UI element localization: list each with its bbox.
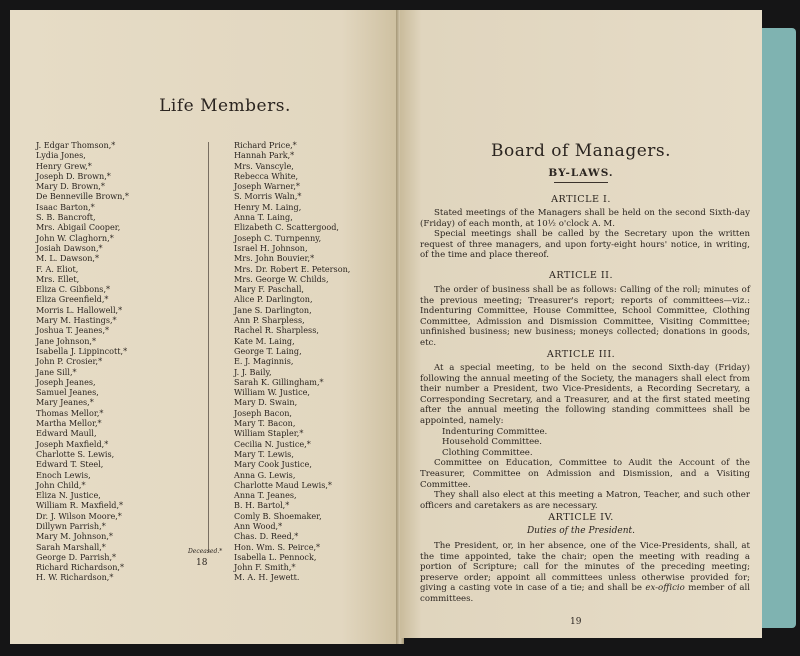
- member-name: Dillywn Parrish,*: [36, 520, 106, 531]
- committee-clothing: Clothing Committee.: [442, 447, 533, 458]
- member-name: Morris L. Hallowell,*: [36, 304, 123, 315]
- column-divider: [208, 142, 209, 552]
- member-name: William W. Justice,: [234, 387, 311, 398]
- article-2-para-1: The order of business shall be as follows: Calling of the roll; minutes of the previous meeting; Treasurer's report; reports of committees—viz.: Indenturing Committee, House Committee, School Committee, Clothing Committee, Admission and Dismission Committee, Visiting Committee; unfinished business; new business; moneys collected; donations in goods, etc.: [420, 285, 750, 348]
- page-number-right: 19: [570, 617, 582, 627]
- member-name: Comly B. Shoemaker,: [234, 510, 322, 521]
- member-name: Isaac Barton,*: [36, 201, 95, 212]
- member-name: Mary Cook Justice,: [234, 459, 312, 470]
- member-name: M. L. Dawson,*: [36, 253, 100, 264]
- member-name: Mary D. Brown,*: [36, 181, 105, 192]
- member-name: Kate M. Laing,: [234, 335, 295, 346]
- member-name: Joshua T. Jeanes,*: [36, 325, 110, 336]
- member-name: Eliza Greenfield,*: [36, 294, 109, 305]
- member-name: S. Morris Waln,*: [234, 191, 302, 202]
- member-name: John Child,*: [36, 479, 86, 490]
- member-name: Joseph Warner,*: [234, 181, 300, 192]
- article-4-para-1: [420, 541, 750, 605]
- member-name: Alice P. Darlington,: [234, 294, 313, 305]
- member-name: Anna T. Jeanes,: [234, 490, 297, 501]
- member-name: Martha Mellor,*: [36, 418, 102, 429]
- member-name: De Benneville Brown,*: [36, 191, 129, 202]
- member-name: William R. Maxfield,*: [36, 500, 124, 511]
- right-page: [400, 10, 762, 638]
- member-name: Henry Grew,*: [36, 160, 92, 171]
- member-name: Mrs. George W. Childs,: [234, 273, 329, 284]
- heading-rule: [554, 182, 608, 183]
- member-name: Thomas Mellor,*: [36, 407, 104, 418]
- member-name: Joseph Maxfield,*: [36, 438, 109, 449]
- member-name: Mrs. Dr. Robert E. Peterson,: [234, 263, 351, 274]
- page-number-left: 18: [196, 558, 208, 568]
- member-name: Joseph C. Turnpenny,: [234, 232, 322, 243]
- member-name: M. A. H. Jewett.: [234, 572, 300, 583]
- member-name: Cecilia N. Justice,*: [234, 438, 311, 449]
- member-name: Lydia Jones,: [36, 150, 86, 161]
- member-name: Charlotte S. Lewis,: [36, 448, 115, 459]
- member-name: Edward T. Steel,: [36, 459, 104, 470]
- member-name: H. W. Richardson,*: [36, 572, 114, 583]
- member-name: William Stapler,*: [234, 428, 304, 439]
- member-name: Mary T. Lewis,: [234, 448, 294, 459]
- bylaws-heading: BY-LAWS.: [548, 167, 614, 179]
- member-name: Richard Price,*: [234, 140, 297, 150]
- member-name: J. Edgar Thomson,*: [36, 140, 116, 150]
- member-name: Mrs. John Bouvier,*: [234, 253, 315, 264]
- member-name: Mrs. Vanscyle,: [234, 160, 294, 171]
- article-1-para-1: Stated meetings of the Managers shall be held on the second Sixth-day (Friday) of each month, at 10½ o'clock A. M.: [420, 208, 750, 229]
- member-name: Jane Sill,*: [36, 366, 77, 377]
- member-name: Isabella J. Lippincott,*: [36, 345, 128, 356]
- member-name: Mary Jeanes,*: [36, 397, 94, 408]
- member-name: E. J. Maginnis,: [234, 356, 294, 367]
- article-1-para-2: Special meetings shall be called by the Secretary upon the written request of three managers, and upon forty-eight hours' notice, in writing, of the time and place thereof.: [420, 229, 750, 261]
- member-name: S. B. Bancroft,: [36, 212, 96, 223]
- left-page: [10, 10, 400, 644]
- article-2-heading: ARTICLE II.: [548, 270, 614, 281]
- member-name: Mary M. Johnson,*: [36, 531, 113, 542]
- member-name: Sarah Marshall,*: [36, 541, 106, 552]
- member-name: Chas. D. Reed,*: [234, 531, 299, 542]
- article-1-text: [420, 208, 750, 261]
- member-name: John P. Crosier,*: [36, 356, 103, 367]
- member-name: Jane Johnson,*: [36, 335, 97, 346]
- member-name: Hon. Wm. S. Peirce,*: [234, 541, 321, 552]
- member-name: Enoch Lewis,: [36, 469, 91, 480]
- committee-household: Household Committee.: [442, 437, 542, 448]
- member-name: Eliza C. Gibbons,*: [36, 284, 111, 295]
- member-name: Mary M. Hastings,*: [36, 315, 117, 326]
- article-4-subheading: Duties of the President.: [526, 526, 636, 536]
- member-name: Mary F. Paschall,: [234, 284, 305, 295]
- member-name: Joseph Jeanes,: [36, 376, 96, 387]
- member-name: Ann P. Sharpless,: [234, 315, 305, 326]
- member-name: Josiah Dawson,*: [36, 242, 103, 253]
- member-name: F. A. Eliot,: [36, 263, 79, 274]
- member-name: George T. Laing,: [234, 345, 302, 356]
- member-name: B. H. Bartol,*: [234, 500, 290, 511]
- article-1-heading: ARTICLE I.: [551, 194, 611, 205]
- article-4-para-1-start: The President, or, in her absence, one of the Vice-Presidents, shall, at the time appointed, take the chair; open the meeting with reading a portion of Scripture; call for the minutes of the preceding meeting; preserve order; appoint all committees unless otherwise provided for; giving a casting vote in case of a tie; and shall be: [420, 541, 750, 594]
- members-column-1: [36, 140, 206, 583]
- article-4-text: [420, 541, 750, 605]
- member-name: Sarah K. Gillingham,*: [234, 376, 324, 387]
- article-3-text: [420, 363, 750, 511]
- member-name: Henry M. Laing,: [234, 201, 302, 212]
- member-name: Joseph Bacon,: [234, 407, 292, 418]
- article-3-para-3: They shall also elect at this meeting a Matron, Teacher, and such other officers and caretakers as are necessary.: [420, 490, 750, 511]
- ex-officio-term: ex-officio: [645, 583, 685, 594]
- member-name: Isabella L. Pennock,: [234, 551, 317, 562]
- member-name: Richard Richardson,*: [36, 562, 125, 573]
- member-name: Ann Wood,*: [234, 520, 283, 531]
- article-2-text: [420, 285, 750, 349]
- member-name: Samuel Jeanes,: [36, 387, 99, 398]
- member-name: John W. Claghorn,*: [36, 232, 114, 243]
- member-name: Joseph D. Brown,*: [36, 170, 111, 181]
- life-members-title: Life Members.: [159, 96, 291, 116]
- member-name: Charlotte Maud Lewis,*: [234, 479, 332, 490]
- member-name: Hannah Park,*: [234, 150, 295, 161]
- article-4-para-1-end: member of all committees.: [420, 583, 751, 604]
- member-name: Mary T. Bacon,: [234, 418, 296, 429]
- member-name: J. J. Baily,: [234, 366, 272, 377]
- article-3-para-2: Committee on Education, Committee to Audit the Account of the Treasurer, Committee on Admission and Dismission, and a Visiting Committee.: [420, 458, 750, 490]
- member-name: Dr. J. Wilson Moore,*: [36, 510, 122, 521]
- member-name: Elizabeth C. Scattergood,: [234, 222, 339, 233]
- deceased-footnote: Deceased.*: [188, 548, 223, 555]
- member-name: Jane S. Darlington,: [234, 304, 312, 315]
- member-name: George D. Parrish,*: [36, 551, 117, 562]
- committee-indenturing: Indenturing Committee.: [442, 426, 548, 437]
- member-name: Anna G. Lewis,: [234, 469, 296, 480]
- members-column-2: [234, 140, 404, 583]
- article-4-heading: ARTICLE IV.: [548, 512, 614, 523]
- board-title: Board of Managers.: [490, 141, 672, 161]
- member-name: Israel H. Johnson,: [234, 242, 308, 253]
- member-name: Mrs. Ellet,: [36, 273, 80, 284]
- member-name: Mrs. Abigail Cooper,: [36, 222, 121, 233]
- article-3-para-1: At a special meeting, to be held on the second Sixth-day (Friday) following the annual meeting of the Society, the managers shall elect from their number a President, two Vice-Presidents, a Recording Secretary, a Corresponding Secretary, and a Treasurer, and at the first stated meeting after the annual meeting the following standing committees shall be appointed, namely:: [420, 363, 750, 426]
- member-name: Eliza N. Justice,: [36, 490, 101, 501]
- member-name: Rachel R. Sharpless,: [234, 325, 319, 336]
- article-3-heading: ARTICLE III.: [546, 349, 616, 360]
- member-name: Mary D. Swain,: [234, 397, 298, 408]
- member-name: John F. Smith,*: [234, 562, 296, 573]
- member-name: Edward Maull,: [36, 428, 97, 439]
- member-name: Anna T. Laing,: [234, 212, 293, 223]
- member-name: Rebecca White,: [234, 170, 299, 181]
